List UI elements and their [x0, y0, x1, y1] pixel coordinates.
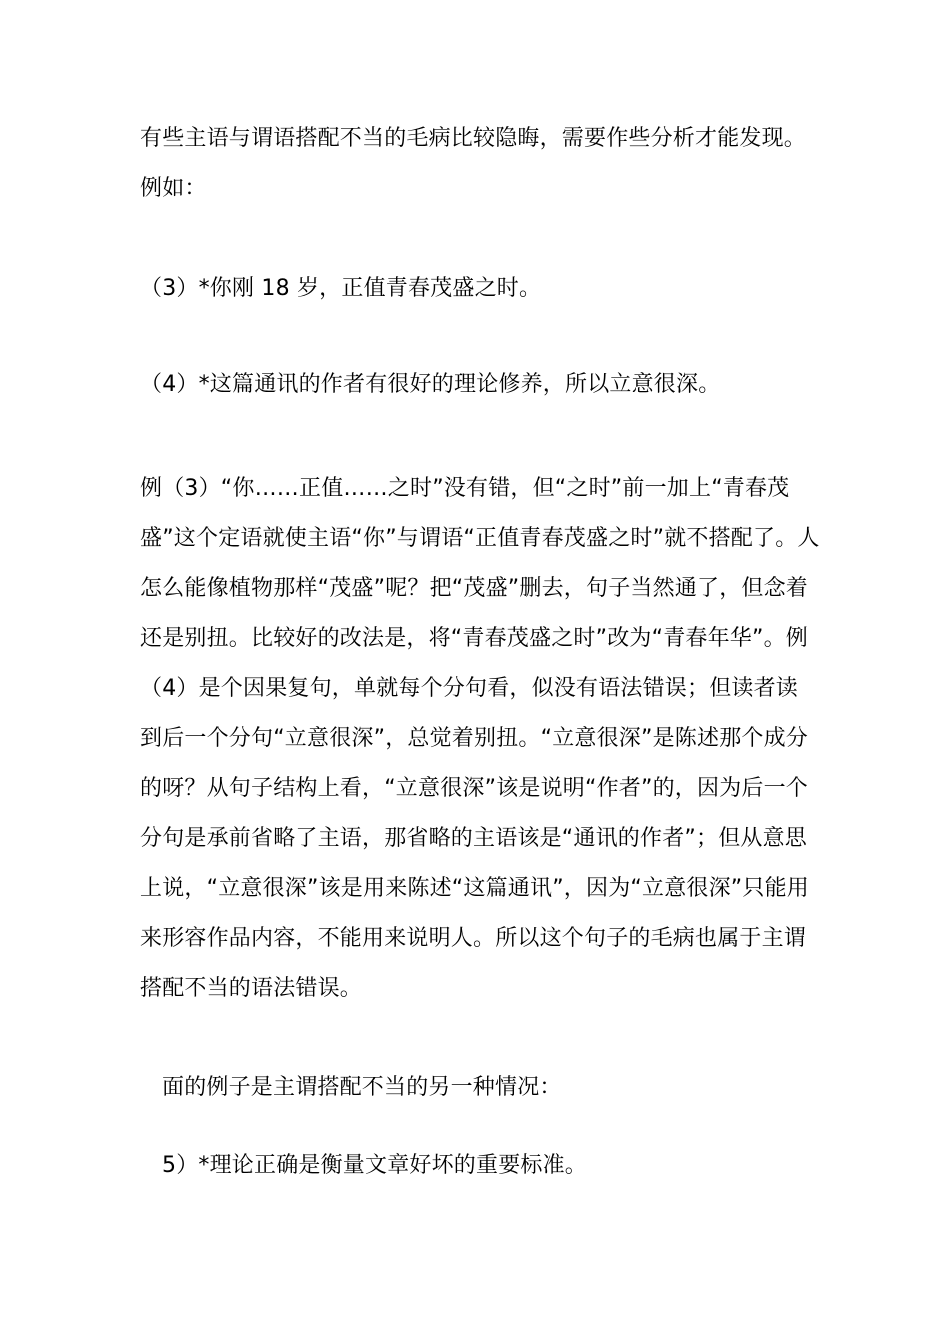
example-4: （4）*这篇通讯的作者有很好的理论修养，所以立意很深。 — [140, 372, 721, 397]
example-3: （3）*你刚 18 岁，正值青春茂盛之时。 — [140, 276, 542, 301]
paragraph-analysis: 例（3）“你……正值……之时”没有错，但“之时”前一加上“青春茂盛”这个定语就使主语“你”与谓语“正值青春茂盛之时”就不搭配了。人怎么能像植物那样“茂盛”呢？把“茂盛”删去，句子当然通了，但念着还是别扭。比较好的改法是，将“青春茂盛之时”改为“青春年华”。例（4）是个因果复句，单就每个分句看，似没有语法错误；但读者读到后一个分句“立意很深”，总觉着别扭。“立意很深”是陈述那个成分的呀？从句子结构上看，“立意很深”该是说明“作者”的，因为后一个分句是承前省略了主语，那省略的主语该是“通讯的作者”；但从意思上说，“立意很深”该是用来陈述“这篇通讯”，因为“立意很深”只能用来形容作品内容，不能用来说明人。所以这个句子的毛病也属于主谓搭配不当的语法错误。 — [140, 476, 820, 1001]
paragraph-transition: 面的例子是主谓搭配不当的另一种情况： — [162, 1075, 562, 1100]
paragraph-intro: 有些主语与谓语搭配不当的毛病比较隐晦，需要作些分析才能发现。例如： — [140, 126, 807, 201]
example-5: 5）*理论正确是衡量文章好坏的重要标准。 — [162, 1153, 587, 1178]
